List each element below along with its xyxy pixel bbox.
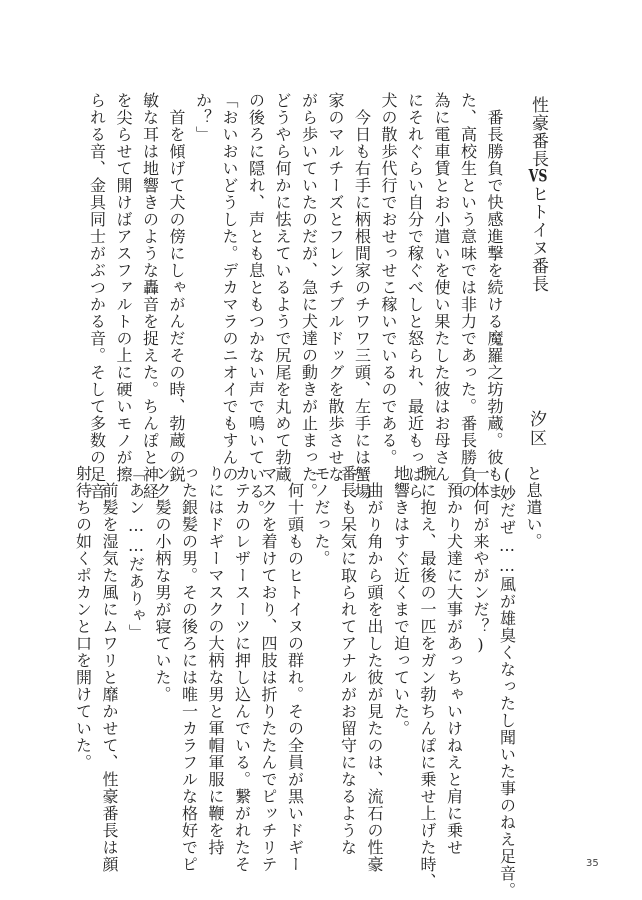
text-line: 前髪を湿気た風にムワリと靡かせて、性豪番長は顔 [100,465,119,873]
text-line: 首を傾げて犬の傍にしゃがんだその時、勃蔵の鋭 [167,92,186,483]
text-line: 地響きはすぐ近くまで迫っていた。 [391,465,411,737]
text-line: 何十頭ものヒトイヌの群れ。その全員が黒いドギー [285,465,305,873]
title-part-2: ヒトイヌ番長 [528,185,548,293]
text-line: カテカのレザースーツに押し込んでいる。繋がれたそ [232,465,252,873]
text-line: 為に電車賃とお小遣いを使い果たした彼はお母さん [432,92,451,483]
text-line: 今日も右手に柄根間家のチワワ三頭、左手には蟹場 [352,92,372,500]
text-line: を尖らせて開けばアスファルトの上に硬いモノが擦 [114,92,133,483]
text-line: った銀髪の男。その後ろには唯一カラフルな格好でピ [179,465,199,873]
text-line: がら歩いていたのだが、急に犬達の動きが止まった。 [299,92,319,500]
text-line: マスクを着けており、四肢は折りたたんでピッチリテ [259,465,278,873]
text-line: 預かり犬達に大事があっちゃいけねえと肩に乗せ [444,465,464,856]
text-line: た、高校生という意味では非力であった。番長勝負の [458,92,478,500]
title-vs: VS [528,168,548,185]
text-line: 腕に抱え、最後の一匹をガン勃ちんぽに乗せ上げた時、 [418,465,437,890]
text-line: 番長も呆気に取られてアナルがお留守になるような [338,465,358,856]
text-line: モノだった。 [312,465,331,567]
text-line: と息遣い。 [524,465,543,550]
author-name: 汐区 [526,410,546,448]
text-line: か？」 [193,92,213,143]
text-line: 番長勝負で快感進撃を続ける魔羅之坊勃蔵。彼もま [485,92,504,500]
text-line: 「おいおいどうした。デカマラのニオイでもすんの [220,92,239,483]
text-line: 曲がり角から頭を出した彼が見たのは、流石の性豪 [365,465,384,873]
text-line: どうやら何かに怯えているようで尻尾を丸めて勃蔵 [273,92,292,483]
page-number: 35 [586,858,599,869]
text-line: 犬の散歩代行でおせっせこ稼いでいるのである。 [379,92,398,466]
text-line: りにはドギーマスクの大柄な男と軍帽軍服に鞭を持 [206,465,225,856]
title-part-1: 性豪番長 [528,96,548,168]
text-line: ンク髪の小柄な男が寝ていた。 [153,465,172,703]
text-line: 家のマルチーズとフレンチブルドッグを散歩させな [326,92,345,483]
text-line: られる音、金具同士がぶつかる音。そして多数の足音 [87,92,107,500]
text-line: 射待ちの如くポカンと口を開けていた。 [73,465,93,771]
text-line: の後ろに隠れ、声とも息ともつかない声で鳴いている。 [246,92,266,517]
text-line: 「あン……だありゃ」 [126,465,146,641]
text-line: 敏な耳は地響きのような轟音を捉えた。ちんぽと神経 [140,92,160,500]
story-title [529,96,546,293]
text-line: 一体何が来やがンだ？) [471,465,490,655]
text-line: (妙だぜ……風が雄臭くなったし聞いた事のねえ足音。 [497,465,517,899]
text-line: にそれぐらい自分で稼ぐべしと怒られ、最近もっぱら [405,92,425,500]
